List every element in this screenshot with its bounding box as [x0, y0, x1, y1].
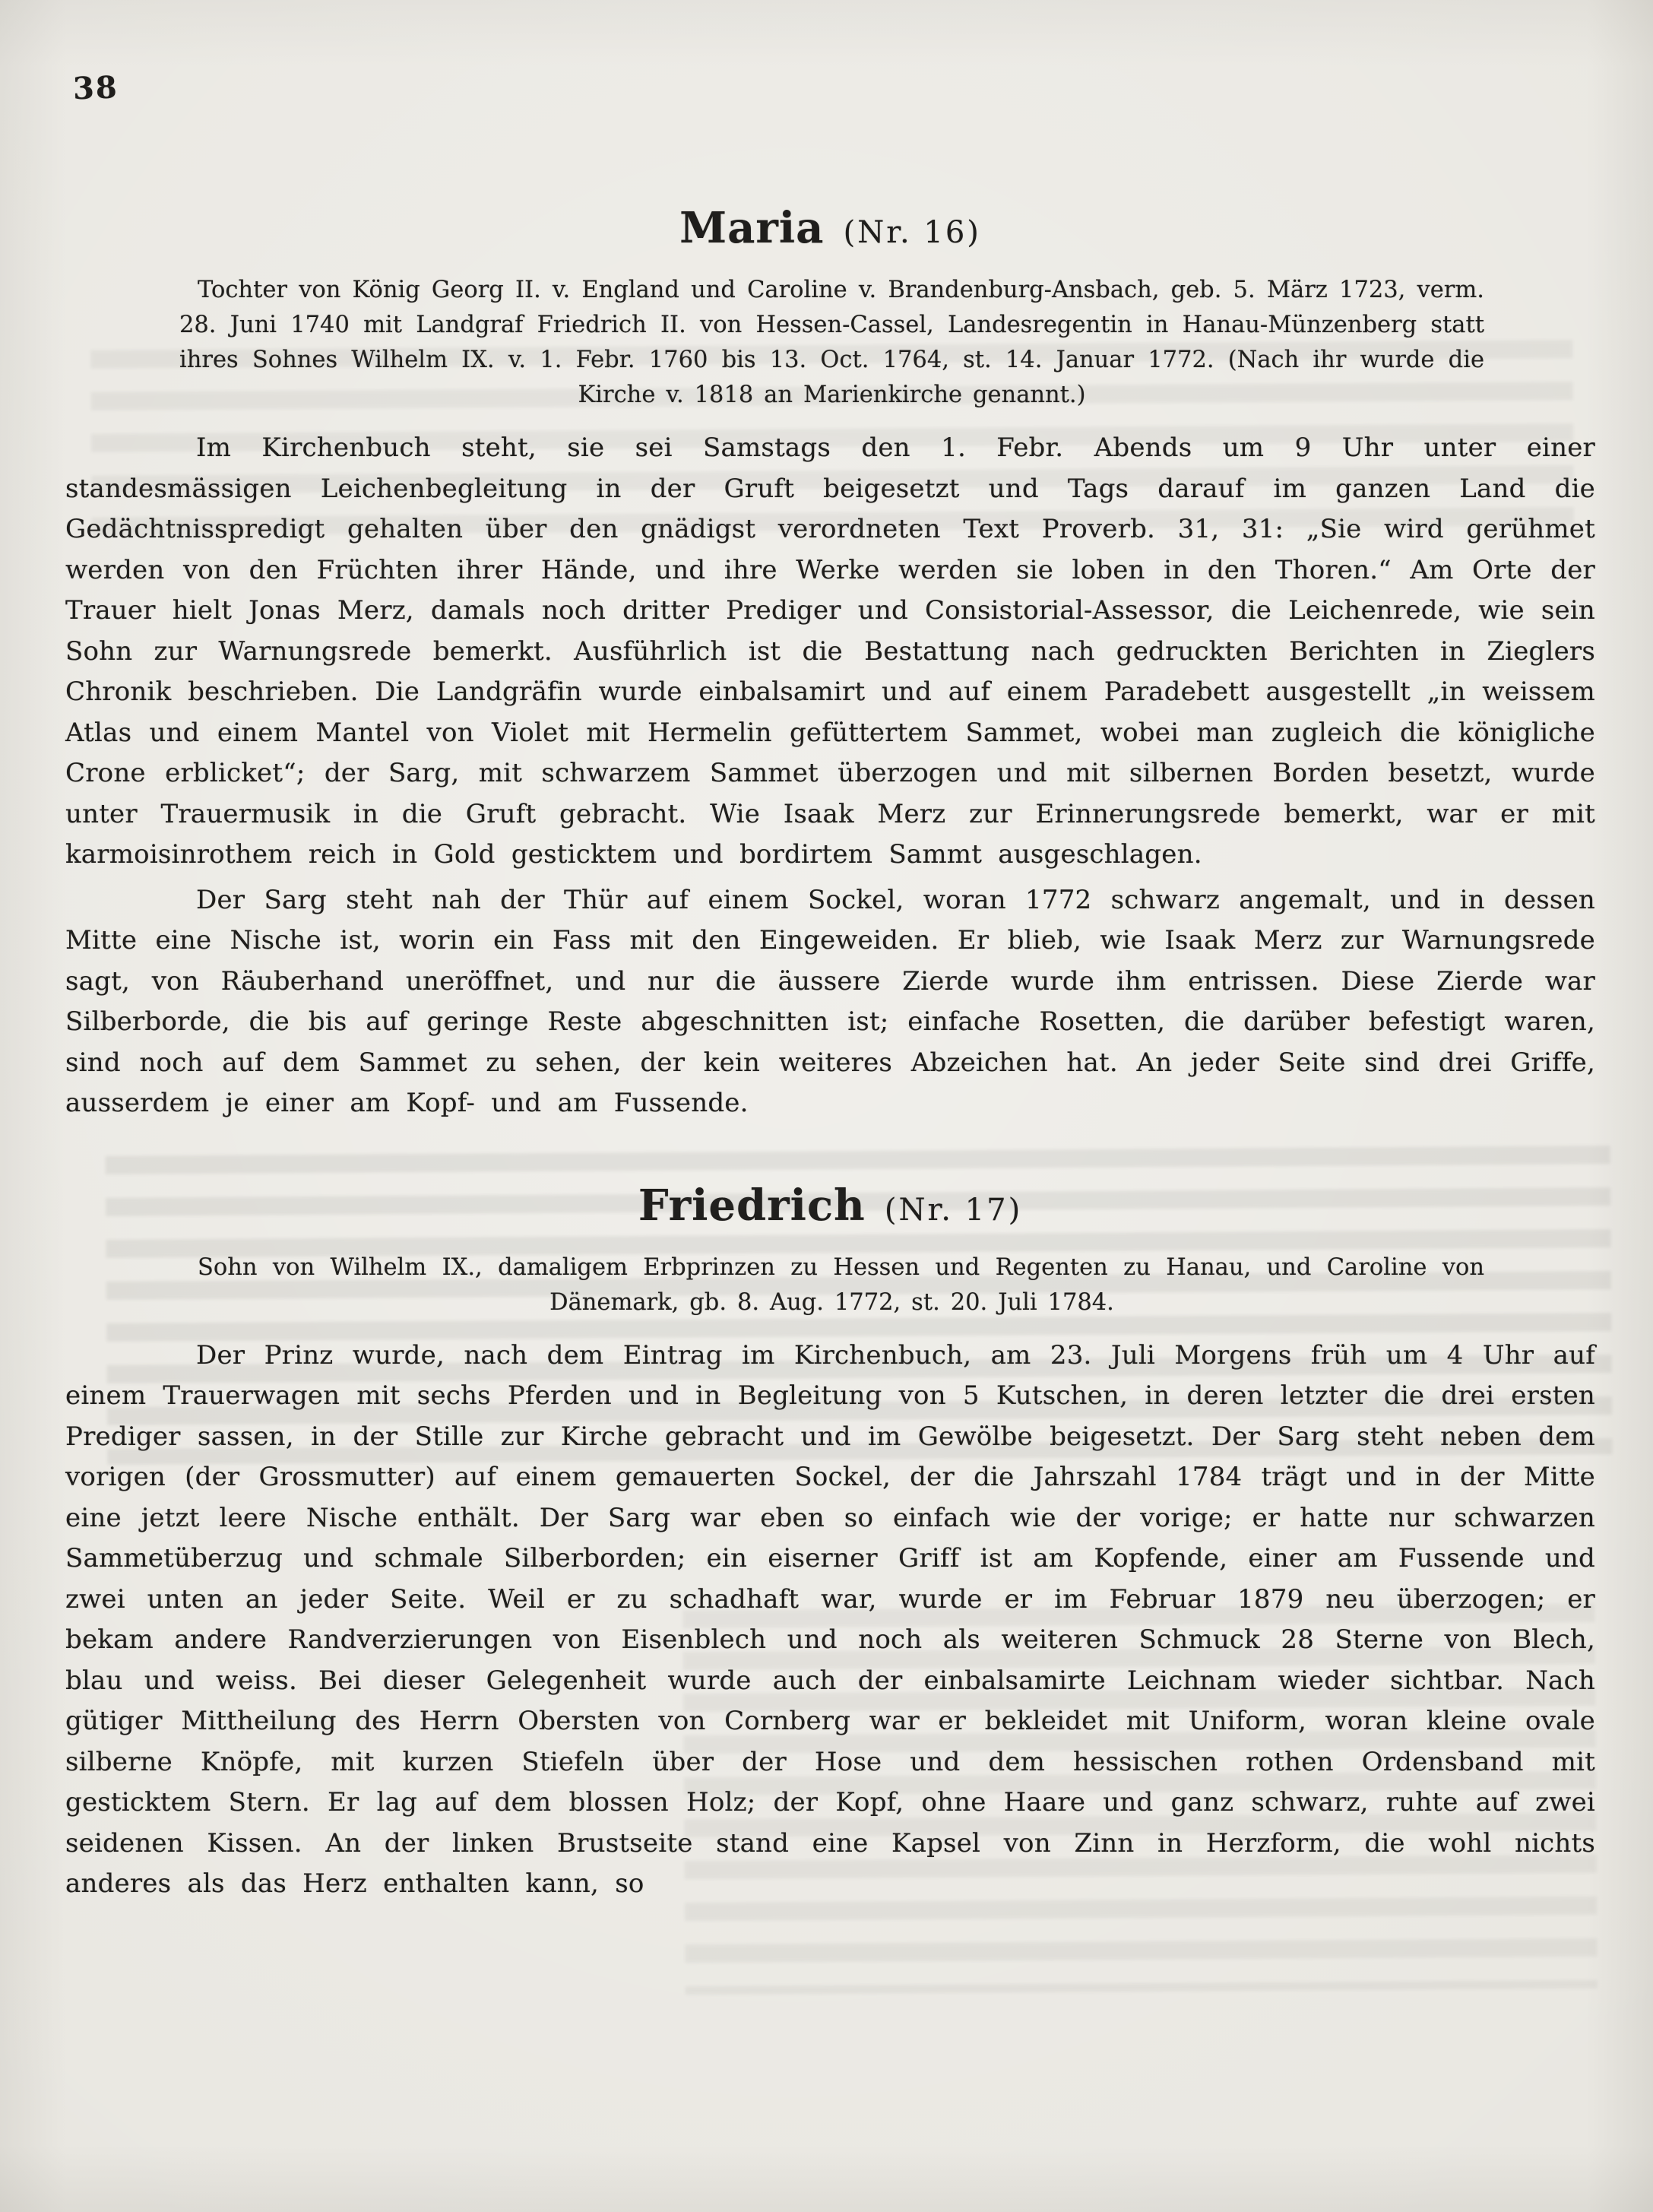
section-friedrich-title: Friedrich	[638, 1180, 866, 1231]
section-friedrich-paragraph-1: Der Prinz wurde, nach dem Eintrag im Kirchenbuch, am 23. Juli Morgens früh um 4 Uhr auf einem Trauerwagen mit sechs Pferden und in Begleitung von 5 Kutschen, in deren letzter die drei ersten Prediger sassen, in der Stille zur Kirche gebracht und im Gewölbe beigesetzt. Der Sarg steht neben dem vorigen (der Grossmutter) auf einem gemauerten Sockel, der die Jahrszahl 1784 trägt und in der Mitte eine jetzt leere Nische enthält. Der Sarg war eben so einfach wie der vorige; er hatte nur schwarzen Sammetüberzug und schmale Silberborden; ein eiserner Griff ist am Kopfende, einer am Fussende und zwei unten an jeder Seite. Weil er zu schadhaft war, wurde er im Februar 1879 neu überzogen; er bekam andere Randverzierungen von Eisenblech und noch als weiteren Schmuck 28 Sterne von Blech, blau und weiss. Bei dieser Gelegenheit wurde auch der einbalsamirte Leichnam wieder sichtbar. Nach gütiger Mittheilung des Herrn Obersten von Cornberg war er bekleidet mit Uniform, woran kleine ovale silberne Knöpfe, mit kurzen Stiefeln über der Hose und dem hessischen rothen Ordensband mit gesticktem Stern. Er lag auf dem blossen Holz; der Kopf, ohne Haare und ganz schwarz, ruhte auf zwei seidenen Kissen. An der linken Brustseite stand eine Kapsel von Zinn in Herzform, die wohl nichts anderes als das Herz enthalten kann, so	[65, 1339, 1595, 1899]
section-maria-title: Maria	[679, 203, 825, 253]
page-number: 38	[72, 69, 119, 107]
section-friedrich-number: (Nr. 17)	[884, 1192, 1023, 1228]
section-maria-number: (Nr. 16)	[843, 215, 981, 250]
section-maria-heading	[65, 203, 1595, 253]
section-maria-paragraph-1: Im Kirchenbuch steht, sie sei Samstags den 1. Febr. Abends um 9 Uhr unter einer standesmässigen Leichenbegleitung in der Gruft beigesetzt und Tags darauf im ganzen Land die Gedächtnisspredigt gehalten über den gnädigst verordneten Text Proverb. 31, 31: „Sie wird gerühmet werden von den Früchten ihrer Hände, und ihre Werke werden sie loben in den Thoren.“ Am Orte der Trauer hielt Jonas Merz, damals noch dritter Prediger und Consistorial-Assessor, die Leichenrede, wie sein Sohn zur Warnungsrede bemerkt. Ausführlich ist die Bestattung nach gedruckten Berichten in Zieglers Chronik beschrieben. Die Landgräfin wurde einbalsamirt und auf einem Paradebett ausgestellt „in weissem Atlas und einem Mantel von Violet mit Hermelin gefüttertem Sammet, wobei man zugleich die königliche Crone erblicket“; der Sarg, mit schwarzem Sammet überzogen und mit silbernen Borden besetzt, wurde unter Trauermusik in die Gruft gebracht. Wie Isaak Merz zur Erinnerungsrede bemerkt, war er mit karmoisinrothem reich in Gold gesticktem und bordirtem Sammt ausgeschlagen.	[65, 433, 1595, 870]
section-maria	[65, 203, 1595, 1124]
section-friedrich	[65, 1180, 1595, 1905]
section-maria-paragraph-2: Der Sarg steht nah der Thür auf einem Sockel, woran 1772 schwarz angemalt, und in dessen Mitte eine Nische ist, worin ein Fass mit den Eingeweiden. Er blieb, wie Isaak Merz zur Warnungsrede sagt, von Räuberhand uneröffnet, und nur die äussere Zierde wurde ihm entrissen. Diese Zierde war Silberborde, die bis auf geringe Reste abgeschnitten ist; einfache Rosetten, die darüber befestigt waren, sind noch auf dem Sammet zu sehen, der kein weiteres Abzeichen hat. An jeder Seite sind drei Griffe, ausserdem je einer am Kopf- und am Fussende.	[65, 884, 1595, 1118]
section-maria-genealogy-note: Tochter von König Georg II. v. England und Caroline v. Brandenburg-Ansbach, geb. 5. März 1723, verm. 28. Juni 1740 mit Landgraf Friedrich II. von Hessen-Cassel, Landesregentin in Hanau-Münzenberg statt ihres Sohnes Wilhelm IX. v. 1. Febr. 1760 bis 13. Oct. 1764, st. 14. Januar 1772. (Nach ihr wurde die Kirche v. 1818 an Marienkirche genannt.)	[179, 277, 1484, 408]
section-friedrich-heading	[65, 1180, 1595, 1231]
section-friedrich-genealogy-note: Sohn von Wilhelm IX., damaligem Erbprinzen zu Hessen und Regenten zu Hanau, und Caroline von Dänemark, gb. 8. Aug. 1772, st. 20. Juli 1784.	[198, 1253, 1484, 1316]
